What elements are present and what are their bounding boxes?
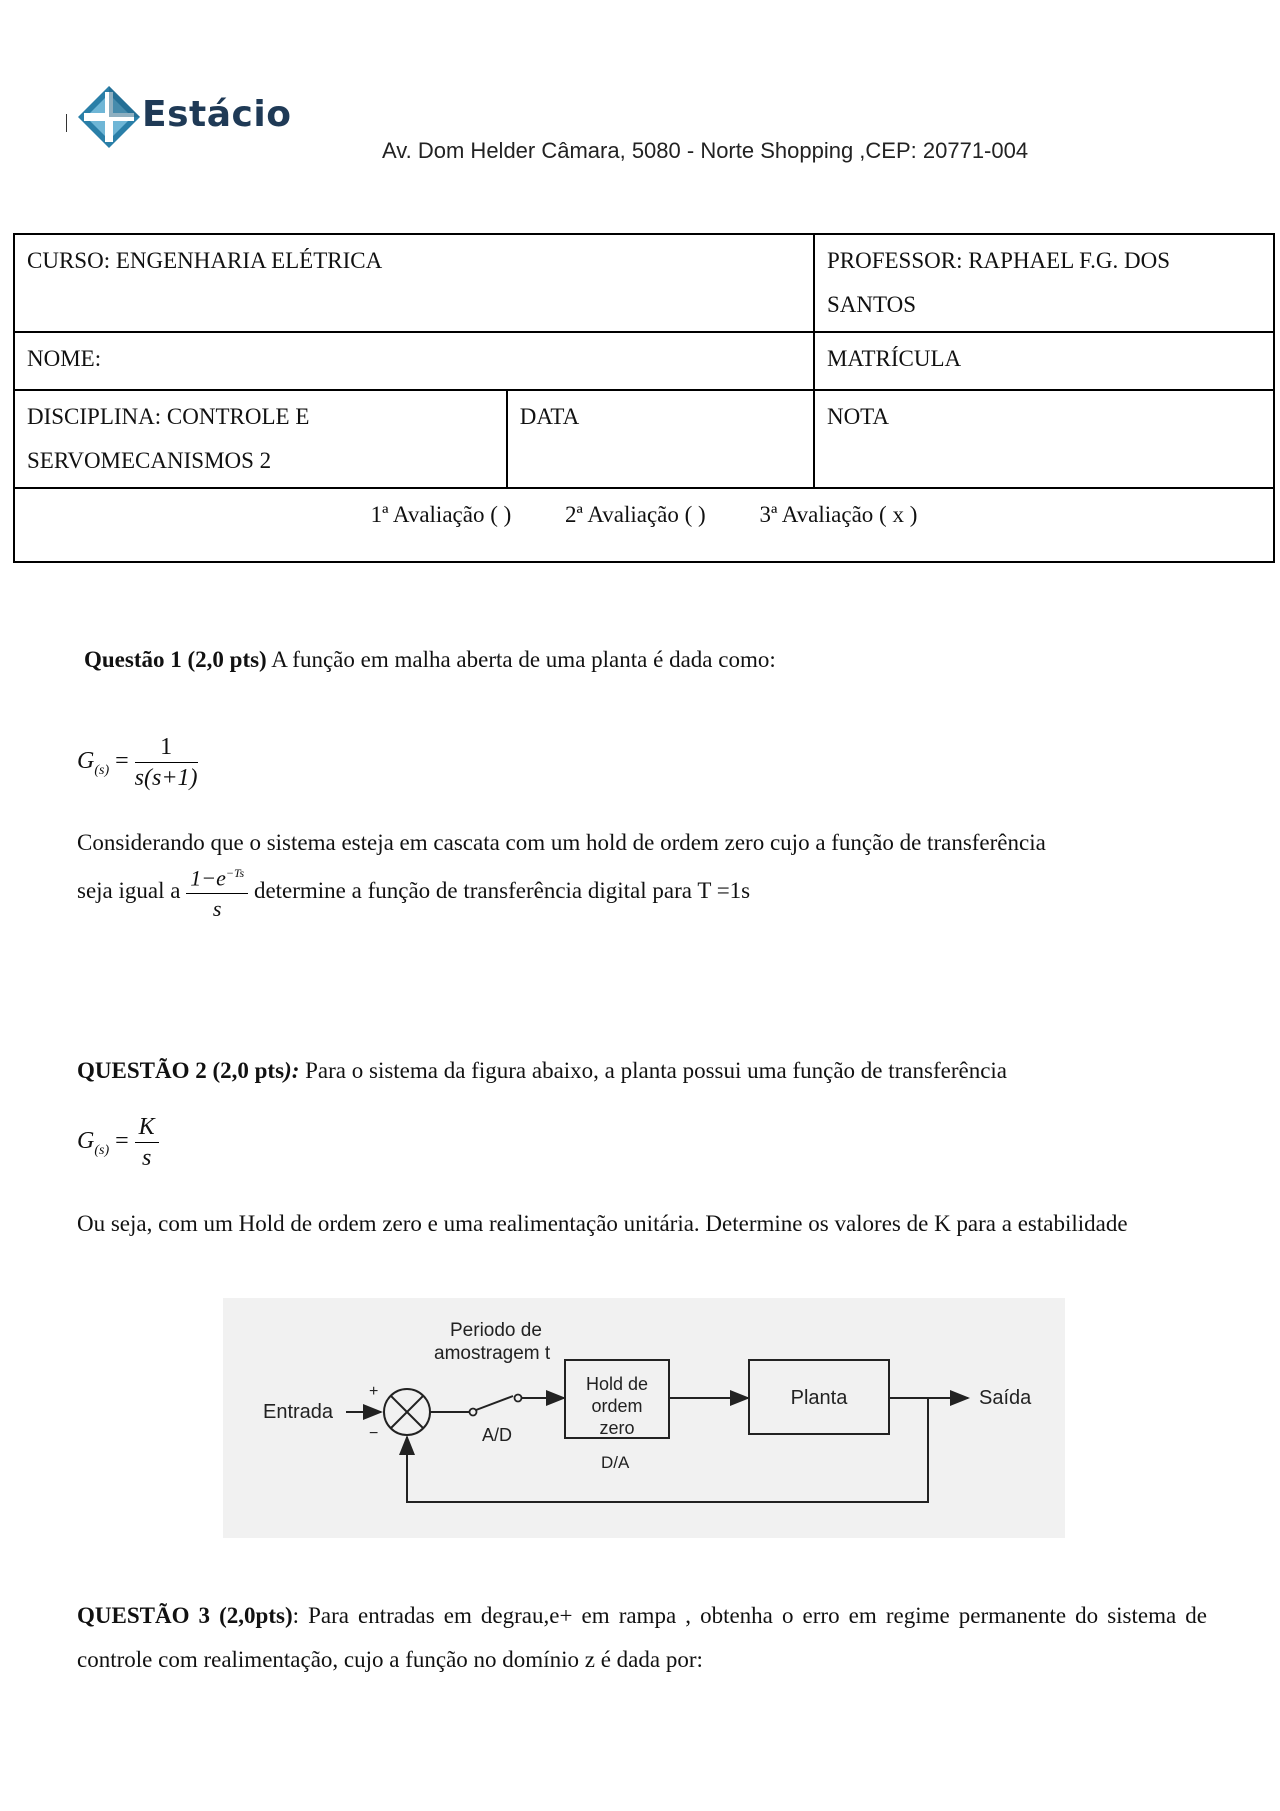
professor-cell: PROFESSOR: RAPHAEL F.G. DOS SANTOS (814, 234, 1274, 332)
evaluation-1-option[interactable]: 1ª Avaliação ( ) (370, 502, 512, 527)
evaluation-3-option[interactable]: 3ª Avaliação ( x ) (759, 502, 918, 527)
formula-subscript: (s) (94, 1142, 110, 1158)
sampling-period-label-2: amostragem t (434, 1343, 551, 1364)
formula-fraction (135, 1112, 159, 1173)
question-1-title: Questão 1 (2,0 pts) (84, 647, 267, 672)
question-3 (77, 1594, 1207, 1682)
block-diagram-figure (223, 1298, 1065, 1538)
question-1-heading (84, 645, 776, 675)
block-diagram (223, 1298, 1065, 1538)
formula-numerator: K (135, 1112, 159, 1143)
question-3-title: QUESTÃO 3 (2,0pts) (77, 1603, 293, 1628)
formula-denominator: s(s+1) (134, 765, 198, 791)
student-info-table (13, 233, 1275, 563)
summing-junction-icon (384, 1389, 430, 1435)
sampling-period-label-1: Periodo de (450, 1320, 542, 1341)
input-label: Entrada (263, 1401, 334, 1423)
plus-sign: + (369, 1383, 379, 1400)
grade-field[interactable]: NOTA (814, 390, 1274, 488)
hold-denominator: s (212, 896, 222, 922)
minus-sign: − (369, 1425, 379, 1442)
formula-subscript: (s) (94, 762, 110, 778)
evaluation-row (14, 488, 1274, 562)
hold-exponent: −Ts (225, 866, 245, 880)
hold-label-2: ordem (591, 1396, 643, 1416)
sampler-switch-icon (470, 1395, 522, 1416)
question-1-body-line-1: Considerando que o sistema esteja em cascata com um hold de ordem zero cujo a função de transferência (77, 830, 1046, 855)
estacio-logo-icon (76, 84, 142, 150)
evaluation-2-option[interactable]: 2ª Avaliação ( ) (565, 502, 706, 527)
question-1-formula: $G_{(s)}$ = $\frac{1}{s(s+1)}$ (77, 734, 198, 791)
formula-lhs: G (77, 1128, 95, 1155)
hold-numerator-base: 1−e (190, 865, 226, 891)
name-field[interactable]: NOME: (14, 332, 814, 390)
course-cell: CURSO: ENGENHARIA ELÉTRICA (14, 234, 814, 332)
registration-field[interactable]: MATRÍCULA (814, 332, 1274, 390)
question-1-body-line-2 (77, 858, 1207, 924)
institution-address: Av. Dom Helder Câmara, 5080 - Norte Shopping ,CEP: 20771-004 (382, 138, 1029, 163)
hold-label-1: Hold de (585, 1374, 649, 1394)
hold-numerator (186, 858, 248, 894)
question-2-formula: $G_{(s)}$ = $\frac{K}{s}$ (77, 1112, 159, 1173)
hold-fraction (186, 858, 248, 924)
question-2-title-end: ): (284, 1058, 300, 1083)
logo-wordmark: Estácio (142, 94, 292, 135)
plant-label: Planta (790, 1387, 848, 1409)
question-1-text: A função em malha aberta de uma planta é dada como: (266, 647, 776, 672)
formula-denominator: s (142, 1145, 152, 1171)
estacio-logo (66, 84, 306, 154)
feedback-path (407, 1398, 928, 1502)
hold-label-3: zero (599, 1418, 635, 1438)
date-field[interactable]: DATA (507, 390, 814, 488)
question-1-body-suffix: determine a função de transferência digital para T =1s (253, 878, 751, 904)
formula-fraction (135, 732, 198, 793)
question-2-title: QUESTÃO 2 (2,0 pts (77, 1058, 285, 1083)
question-2-text: Para o sistema da figura abaixo, a planta possui uma função de transferência (299, 1058, 1007, 1083)
logo-divider (66, 114, 67, 132)
question-2-body: Ou seja, com um Hold de ordem zero e uma realimentação unitária. Determine os valores de K para a estabilidade (77, 1211, 1128, 1236)
formula-lhs: G (77, 748, 95, 775)
da-label: D/A (601, 1453, 630, 1472)
question-3-text: : Para entradas em degrau,e+ em rampa , obtenha o erro em regime permanente do sistema de controle com realimentação, cujo a função no domínio z é dada por: (77, 1603, 1207, 1672)
formula-numerator: 1 (135, 732, 198, 763)
discipline-cell: DISCIPLINA: CONTROLE E SERVOMECANISMOS 2 (14, 390, 507, 488)
ad-label: A/D (482, 1425, 513, 1445)
output-label: Saída (979, 1387, 1032, 1409)
question-2-heading (77, 1056, 1217, 1086)
question-1-body-prefix: seja igual a (77, 878, 187, 904)
